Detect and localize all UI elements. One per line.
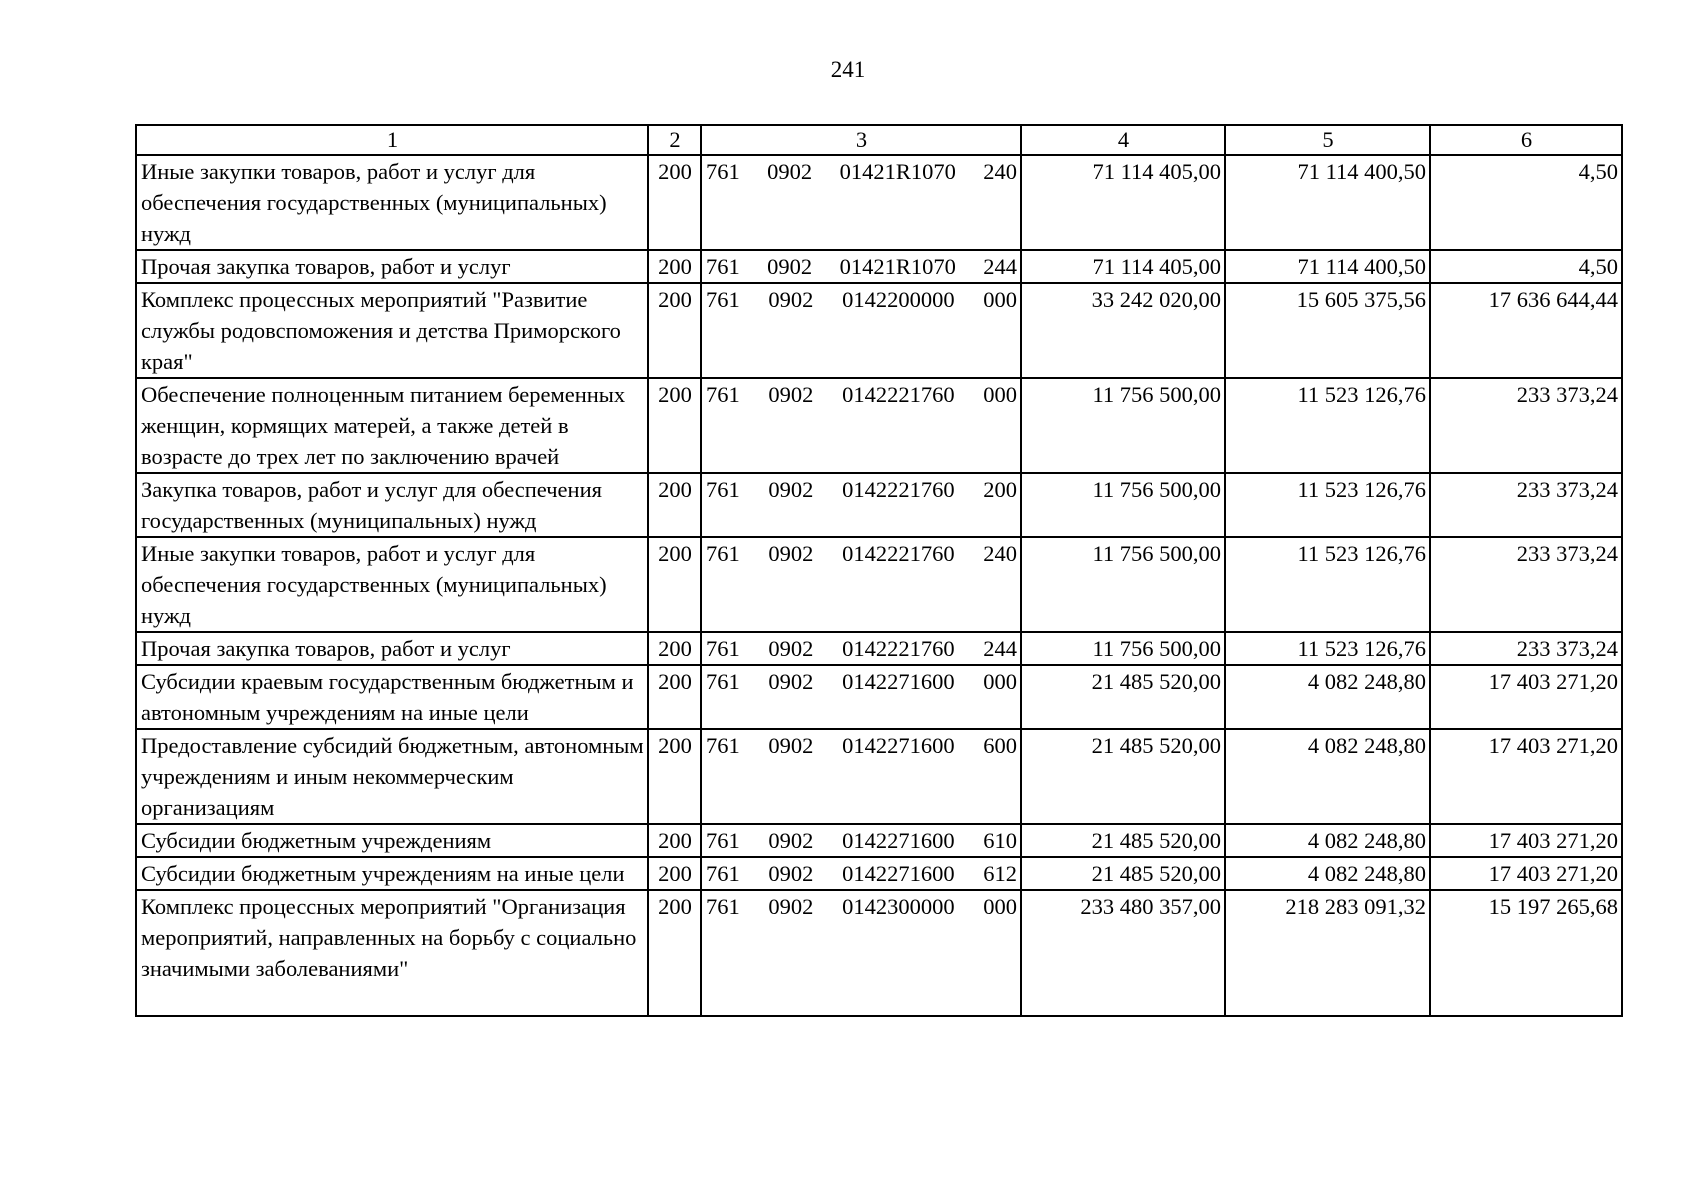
row-amount-executed: 4 082 248,80 bbox=[1225, 729, 1430, 824]
row-code-section: 200 bbox=[648, 729, 701, 824]
row-amount-approved: 71 114 405,00 bbox=[1021, 155, 1225, 250]
row-amount-executed: 11 523 126,76 bbox=[1225, 473, 1430, 537]
row-code-department: 761 bbox=[706, 894, 740, 919]
row-code-section: 200 bbox=[648, 632, 701, 665]
row-code-section: 200 bbox=[648, 155, 701, 250]
row-amount-remaining: 4,50 bbox=[1430, 155, 1622, 250]
table-body bbox=[136, 155, 1622, 1016]
row-code-department: 761 bbox=[706, 287, 740, 312]
row-code-section: 200 bbox=[648, 537, 701, 632]
table-row bbox=[136, 632, 1622, 665]
row-code-section: 200 bbox=[648, 890, 701, 1016]
table-row bbox=[136, 857, 1622, 890]
row-code-subsection: 0902 bbox=[768, 733, 814, 758]
column-header: 1 bbox=[136, 125, 648, 155]
table-row bbox=[136, 537, 1622, 632]
row-code-expense-type: 240 bbox=[983, 541, 1017, 566]
row-code-target: 01421R1070 bbox=[839, 254, 956, 279]
row-amount-approved: 11 756 500,00 bbox=[1021, 378, 1225, 473]
row-amount-remaining: 233 373,24 bbox=[1430, 473, 1622, 537]
column-header: 4 bbox=[1021, 125, 1225, 155]
column-header: 5 bbox=[1225, 125, 1430, 155]
row-code-department: 761 bbox=[706, 828, 740, 853]
row-amount-approved: 21 485 520,00 bbox=[1021, 729, 1225, 824]
row-classification-code bbox=[701, 378, 1021, 473]
row-amount-approved: 11 756 500,00 bbox=[1021, 632, 1225, 665]
row-code-expense-type: 200 bbox=[983, 477, 1017, 502]
row-name: Субсидии бюджетным учреждениям bbox=[136, 824, 648, 857]
row-code-department: 761 bbox=[706, 541, 740, 566]
column-header: 2 bbox=[648, 125, 701, 155]
table-row bbox=[136, 665, 1622, 729]
row-code-expense-type: 600 bbox=[983, 733, 1017, 758]
row-code-subsection: 0902 bbox=[768, 861, 814, 886]
row-code-expense-type: 000 bbox=[983, 669, 1017, 694]
row-amount-remaining: 233 373,24 bbox=[1430, 537, 1622, 632]
row-amount-approved: 33 242 020,00 bbox=[1021, 283, 1225, 378]
row-code-section: 200 bbox=[648, 378, 701, 473]
row-amount-executed: 218 283 091,32 bbox=[1225, 890, 1430, 1016]
row-classification-code bbox=[701, 824, 1021, 857]
row-code-expense-type: 000 bbox=[983, 382, 1017, 407]
row-amount-remaining: 17 403 271,20 bbox=[1430, 857, 1622, 890]
row-name: Субсидии краевым государственным бюджетным и автономным учреждениям на иные цели bbox=[136, 665, 648, 729]
budget-table bbox=[135, 124, 1623, 1017]
row-code-section: 200 bbox=[648, 824, 701, 857]
row-amount-remaining: 17 636 644,44 bbox=[1430, 283, 1622, 378]
row-code-target: 0142221760 bbox=[842, 382, 955, 407]
row-amount-remaining: 4,50 bbox=[1430, 250, 1622, 283]
row-amount-remaining: 17 403 271,20 bbox=[1430, 665, 1622, 729]
row-amount-remaining: 233 373,24 bbox=[1430, 632, 1622, 665]
row-name: Субсидии бюджетным учреждениям на иные цели bbox=[136, 857, 648, 890]
row-amount-approved: 21 485 520,00 bbox=[1021, 857, 1225, 890]
row-amount-executed: 71 114 400,50 bbox=[1225, 250, 1430, 283]
row-amount-remaining: 233 373,24 bbox=[1430, 378, 1622, 473]
row-amount-remaining: 15 197 265,68 bbox=[1430, 890, 1622, 1016]
table-row bbox=[136, 378, 1622, 473]
row-classification-code bbox=[701, 473, 1021, 537]
row-code-subsection: 0902 bbox=[768, 477, 814, 502]
row-name: Комплекс процессных мероприятий "Организация мероприятий, направленных на борьбу с социально значимыми заболеваниями" bbox=[136, 890, 648, 1016]
row-code-department: 761 bbox=[706, 477, 740, 502]
row-code-department: 761 bbox=[706, 382, 740, 407]
row-code-subsection: 0902 bbox=[767, 254, 813, 279]
row-amount-executed: 71 114 400,50 bbox=[1225, 155, 1430, 250]
row-classification-code bbox=[701, 250, 1021, 283]
row-code-expense-type: 000 bbox=[983, 894, 1017, 919]
row-code-target: 0142221760 bbox=[842, 477, 955, 502]
table-row bbox=[136, 473, 1622, 537]
row-code-expense-type: 240 bbox=[983, 159, 1017, 184]
row-code-target: 01421R1070 bbox=[839, 159, 956, 184]
row-code-section: 200 bbox=[648, 665, 701, 729]
row-code-department: 761 bbox=[706, 669, 740, 694]
row-classification-code bbox=[701, 857, 1021, 890]
row-code-target: 0142221760 bbox=[842, 636, 955, 661]
page-number: 241 bbox=[830, 57, 866, 82]
row-name: Комплекс процессных мероприятий "Развитие службы родовспоможения и детства Приморского края" bbox=[136, 283, 648, 378]
row-code-target: 0142271600 bbox=[842, 733, 955, 758]
table-header-row bbox=[136, 125, 1622, 155]
row-code-target: 0142221760 bbox=[842, 541, 955, 566]
row-classification-code bbox=[701, 665, 1021, 729]
row-code-section: 200 bbox=[648, 250, 701, 283]
row-code-target: 0142300000 bbox=[842, 894, 955, 919]
row-code-expense-type: 612 bbox=[983, 861, 1017, 886]
row-amount-remaining: 17 403 271,20 bbox=[1430, 824, 1622, 857]
row-amount-approved: 21 485 520,00 bbox=[1021, 824, 1225, 857]
row-classification-code bbox=[701, 283, 1021, 378]
row-code-section: 200 bbox=[648, 473, 701, 537]
row-code-subsection: 0902 bbox=[768, 636, 814, 661]
row-code-subsection: 0902 bbox=[768, 287, 814, 312]
row-amount-executed: 11 523 126,76 bbox=[1225, 378, 1430, 473]
row-name: Иные закупки товаров, работ и услуг для обеспечения государственных (муниципальных) нужд bbox=[136, 155, 648, 250]
row-amount-executed: 11 523 126,76 bbox=[1225, 537, 1430, 632]
row-classification-code bbox=[701, 155, 1021, 250]
column-header: 3 bbox=[701, 125, 1021, 155]
row-code-expense-type: 610 bbox=[983, 828, 1017, 853]
row-classification-code bbox=[701, 890, 1021, 1016]
row-code-subsection: 0902 bbox=[768, 382, 814, 407]
row-code-target: 0142271600 bbox=[842, 861, 955, 886]
row-amount-approved: 233 480 357,00 bbox=[1021, 890, 1225, 1016]
row-code-target: 0142271600 bbox=[842, 669, 955, 694]
row-classification-code bbox=[701, 729, 1021, 824]
table-row bbox=[136, 729, 1622, 824]
row-code-subsection: 0902 bbox=[768, 669, 814, 694]
row-code-expense-type: 244 bbox=[983, 636, 1017, 661]
row-code-target: 0142200000 bbox=[842, 287, 955, 312]
row-code-target: 0142271600 bbox=[842, 828, 955, 853]
row-code-department: 761 bbox=[706, 861, 740, 886]
row-code-section: 200 bbox=[648, 283, 701, 378]
row-code-section: 200 bbox=[648, 857, 701, 890]
table-row bbox=[136, 155, 1622, 250]
table-row bbox=[136, 250, 1622, 283]
row-classification-code bbox=[701, 632, 1021, 665]
row-amount-executed: 15 605 375,56 bbox=[1225, 283, 1430, 378]
column-header: 6 bbox=[1430, 125, 1622, 155]
row-code-expense-type: 244 bbox=[983, 254, 1017, 279]
row-classification-code bbox=[701, 537, 1021, 632]
row-code-subsection: 0902 bbox=[768, 894, 814, 919]
row-code-subsection: 0902 bbox=[768, 541, 814, 566]
row-name: Иные закупки товаров, работ и услуг для обеспечения государственных (муниципальных) нужд bbox=[136, 537, 648, 632]
row-name: Прочая закупка товаров, работ и услуг bbox=[136, 250, 648, 283]
row-name: Закупка товаров, работ и услуг для обеспечения государственных (муниципальных) нужд bbox=[136, 473, 648, 537]
row-amount-executed: 4 082 248,80 bbox=[1225, 857, 1430, 890]
row-amount-executed: 11 523 126,76 bbox=[1225, 632, 1430, 665]
row-amount-executed: 4 082 248,80 bbox=[1225, 665, 1430, 729]
row-code-department: 761 bbox=[706, 254, 740, 279]
row-code-expense-type: 000 bbox=[983, 287, 1017, 312]
row-amount-approved: 11 756 500,00 bbox=[1021, 537, 1225, 632]
row-amount-remaining: 17 403 271,20 bbox=[1430, 729, 1622, 824]
row-amount-approved: 21 485 520,00 bbox=[1021, 665, 1225, 729]
row-amount-approved: 71 114 405,00 bbox=[1021, 250, 1225, 283]
row-name: Обеспечение полноценным питанием беременных женщин, кормящих матерей, а также детей в возрасте до трех лет по заключению врачей bbox=[136, 378, 648, 473]
row-amount-executed: 4 082 248,80 bbox=[1225, 824, 1430, 857]
row-code-department: 761 bbox=[706, 159, 740, 184]
row-code-department: 761 bbox=[706, 733, 740, 758]
table-row bbox=[136, 890, 1622, 1016]
row-name: Прочая закупка товаров, работ и услуг bbox=[136, 632, 648, 665]
row-amount-approved: 11 756 500,00 bbox=[1021, 473, 1225, 537]
row-code-subsection: 0902 bbox=[768, 828, 814, 853]
table-row bbox=[136, 824, 1622, 857]
table-row bbox=[136, 283, 1622, 378]
row-code-subsection: 0902 bbox=[767, 159, 813, 184]
row-name: Предоставление субсидий бюджетным, автономным учреждениям и иным некоммерческим организациям bbox=[136, 729, 648, 824]
row-code-department: 761 bbox=[706, 636, 740, 661]
